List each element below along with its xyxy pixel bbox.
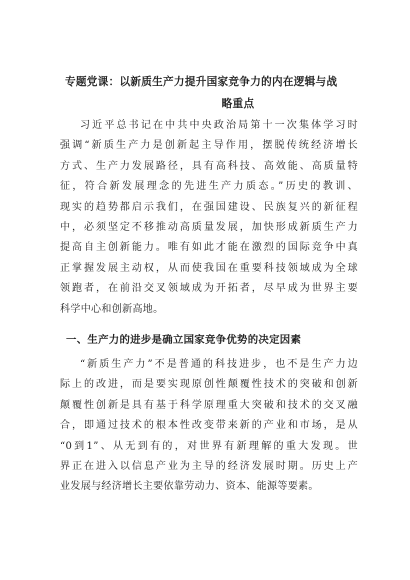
paragraph-line: 际上的改进，而是要实现原创性颠覆性技术的突破和创新 [60,379,358,391]
paragraph-line: 方式、生产力发展路径，具有高科技、高效能、高质量特 [60,160,358,172]
paragraph-line: 科学中心和创新高地。 [60,303,164,315]
title-line-1: 专题党课：以新质生产力提升国家竞争力的内在逻辑与战 [65,76,338,88]
paragraph-line: 征，符合新发展理念的先进生产力质态。”历史的教训、 [60,181,358,193]
paragraph-line: “新质生产力”不是普通的科技进步，也不是生产力边 [80,359,358,370]
paragraph-line: 中，必须坚定不移推动高质量发展，加快形成新质生产力 [60,222,358,234]
paragraph-line: 提高自主创新能力。唯有如此才能在激烈的国际竞争中真 [60,242,358,254]
paragraph-line: 领跑者，在前沿交叉领域成为开拓者，尽早成为世界主要 [60,283,358,295]
paragraph-line: 习近平总书记在中共中央政治局第十一次集体学习时 [80,120,358,131]
section-heading: 一、生产力的进步是确立国家竞争优势的决定因素 [66,334,302,346]
paragraph-line: 现实的趋势都启示我们，在强国建设、民族复兴的新征程 [60,201,358,213]
paragraph-line: 界正在进入以信息产业为主导的经济发展时期。历史上产 [60,461,358,473]
paragraph-line: 业发展与经济增长主要依靠劳动力、资本、能源等要素。 [60,481,319,493]
title-line-2: 略重点 [221,98,255,110]
paragraph-line: 合，即通过技术的根本性改变带来新的产业和市场，是从 [60,420,358,432]
paragraph-line: 颠覆性创新是具有基于科学原理重大突破和技术的交叉融 [60,399,358,411]
paragraph-line: “0到1”、从无到有的，对世界有新理解的重大发现。世 [60,440,358,452]
paragraph-line: 强调“新质生产力是创新起主导作用，摆脱传统经济增长 [60,140,358,152]
paragraph-line: 正掌握发展主动权，从而使我国在重要科技领域成为全球 [60,262,358,274]
section-paragraph [60,355,358,498]
intro-paragraph [60,116,358,320]
document-title [58,71,358,115]
